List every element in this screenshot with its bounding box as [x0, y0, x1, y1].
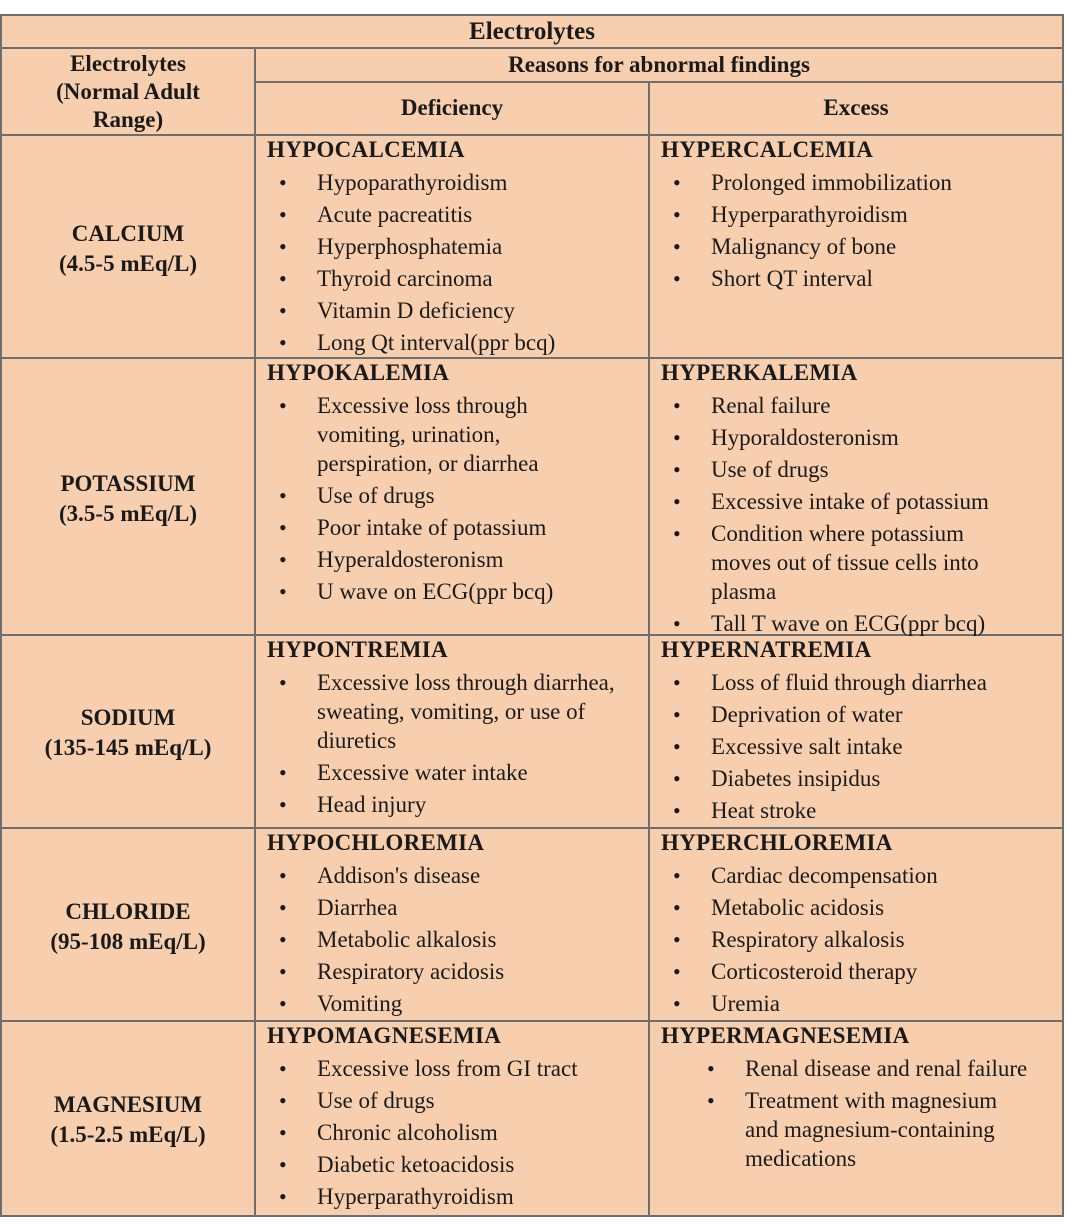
list-item: • Loss of fluid through diarrhea [661, 668, 987, 697]
list-item: • Short QT interval [661, 264, 952, 293]
deficiency-condition-title: HYPOKALEMIA [267, 360, 450, 385]
list-item [267, 668, 615, 755]
deficiency-condition-title: HYPOCALCEMIA [267, 137, 465, 162]
list-item-line: Treatment with magnesium [745, 1088, 998, 1113]
list-item: • Addison's disease [267, 861, 504, 890]
excess-condition-title: HYPERKALEMIA [661, 360, 858, 385]
list-item: • Thyroid carcinoma [267, 264, 555, 293]
list-item: • Renal disease and renal failure [661, 1054, 1027, 1083]
list-item: • Diabetes insipidus [661, 764, 987, 793]
deficiency-list [267, 391, 553, 609]
list-item-line: moves out of tissue cells into [711, 550, 979, 575]
list-item-line: Excessive loss through [317, 393, 528, 418]
list-item: • Excessive water intake [267, 758, 615, 787]
excess-list [661, 861, 938, 1021]
list-item-line: sweating, vomiting, or use of [317, 699, 586, 724]
divider [2, 47, 1062, 49]
list-item: • Prolonged immobilization [661, 168, 952, 197]
excess-list [661, 1054, 1027, 1176]
col1-header-line1: Electrolytes [70, 51, 186, 76]
list-item: • Respiratory acidosis [267, 957, 504, 986]
electrolyte-range: (3.5-5 mEq/L) [59, 501, 197, 526]
divider [254, 81, 1062, 83]
list-item: • Hyperparathyroidism [661, 200, 952, 229]
list-item-line: Condition where potassium [711, 521, 964, 546]
list-item: • Malignancy of bone [661, 232, 952, 261]
list-item: • Hyperaldosteronism [267, 545, 553, 574]
list-item: • Acute pacreatitis [267, 200, 555, 229]
deficiency-header: Deficiency [400, 95, 504, 120]
electrolyte-range: (1.5-2.5 mEq/L) [50, 1122, 206, 1147]
electrolyte-name: POTASSIUM [60, 471, 196, 496]
list-item: • Metabolic alkalosis [267, 925, 504, 954]
list-item-line: medications [745, 1146, 857, 1171]
list-item-line: Excessive loss through diarrhea, [317, 670, 615, 695]
divider [2, 134, 1062, 136]
list-item: • Hyporaldosteronism [661, 423, 989, 452]
excess-condition-title: HYPERMAGNESEMIA [661, 1023, 910, 1048]
list-item: • Cardiac decompensation [661, 861, 938, 890]
excess-list [661, 668, 987, 828]
list-item: • Use of drugs [267, 1086, 578, 1115]
col1-header-line3: Range) [92, 107, 164, 132]
electrolyte-range: (95-108 mEq/L) [50, 929, 206, 954]
list-item: • Head injury [267, 790, 615, 819]
excess-condition-title: HYPERNATREMIA [661, 637, 872, 662]
list-item: • Excessive intake of potassium [661, 487, 989, 516]
list-item: • Long Qt interval(ppr bcq) [267, 328, 555, 357]
excess-header: Excess [823, 95, 889, 120]
electrolytes-table [0, 14, 1064, 1217]
list-item: • Use of drugs [661, 455, 989, 484]
list-item-line: vomiting, urination, [317, 422, 501, 447]
list-item-line: and magnesium-containing [745, 1117, 995, 1142]
excess-condition-title: HYPERCALCEMIA [661, 137, 874, 162]
reasons-header: Reasons for abnormal findings [508, 52, 810, 77]
list-item-line: plasma [711, 579, 777, 604]
list-item: • Vitamin D deficiency [267, 296, 555, 325]
divider [648, 81, 650, 1215]
deficiency-list [267, 168, 555, 360]
list-item: • Use of drugs [267, 481, 553, 510]
list-item [661, 519, 989, 606]
list-item: • Excessive salt intake [661, 732, 987, 761]
list-item: • Diabetic ketoacidosis [267, 1150, 578, 1179]
list-item: • Heat stroke [661, 796, 987, 825]
deficiency-condition-title: HYPOCHLOREMIA [267, 830, 485, 855]
list-item: • Diarrhea [267, 893, 504, 922]
electrolyte-name: CALCIUM [71, 221, 185, 246]
excess-condition-title: HYPERCHLOREMIA [661, 830, 893, 855]
list-item: • U wave on ECG(ppr bcq) [267, 577, 553, 606]
list-item: • Corticosteroid therapy [661, 957, 938, 986]
list-item: • Poor intake of potassium [267, 513, 553, 542]
divider [254, 47, 256, 1215]
electrolyte-range: (4.5-5 mEq/L) [59, 251, 197, 276]
list-item: • Hyperparathyroidism [267, 1182, 578, 1211]
list-item: • Hypoparathyroidism [267, 168, 555, 197]
list-item: • Vomiting [267, 989, 504, 1018]
electrolyte-name: SODIUM [80, 705, 176, 730]
list-item: • Hyperphosphatemia [267, 232, 555, 261]
list-item: • Excessive loss from GI tract [267, 1054, 578, 1083]
electrolyte-name: MAGNESIUM [53, 1092, 203, 1117]
list-item: • Renal failure [661, 391, 989, 420]
deficiency-list [267, 668, 615, 822]
list-item: • Tall T wave on ECG(ppr bcq) [661, 609, 989, 638]
list-item: • Uremia [661, 989, 938, 1018]
deficiency-list [267, 1054, 578, 1214]
list-item [661, 1086, 1027, 1173]
excess-list [661, 168, 952, 296]
list-item: • Respiratory alkalosis [661, 925, 938, 954]
excess-list [661, 391, 989, 641]
list-item-line: perspiration, or diarrhea [317, 451, 539, 476]
list-item: • Deprivation of water [661, 700, 987, 729]
list-item-line: diuretics [317, 728, 397, 753]
list-item [267, 391, 553, 478]
table-title: Electrolytes [469, 18, 595, 45]
deficiency-list [267, 861, 504, 1021]
deficiency-condition-title: HYPOMAGNESEMIA [267, 1023, 502, 1048]
col1-header-line2: (Normal Adult [56, 79, 200, 104]
list-item: • Chronic alcoholism [267, 1118, 578, 1147]
list-item: • Metabolic acidosis [661, 893, 938, 922]
deficiency-condition-title: HYPONTREMIA [267, 637, 448, 662]
electrolyte-name: CHLORIDE [65, 899, 191, 924]
electrolyte-range: (135-145 mEq/L) [44, 735, 212, 760]
